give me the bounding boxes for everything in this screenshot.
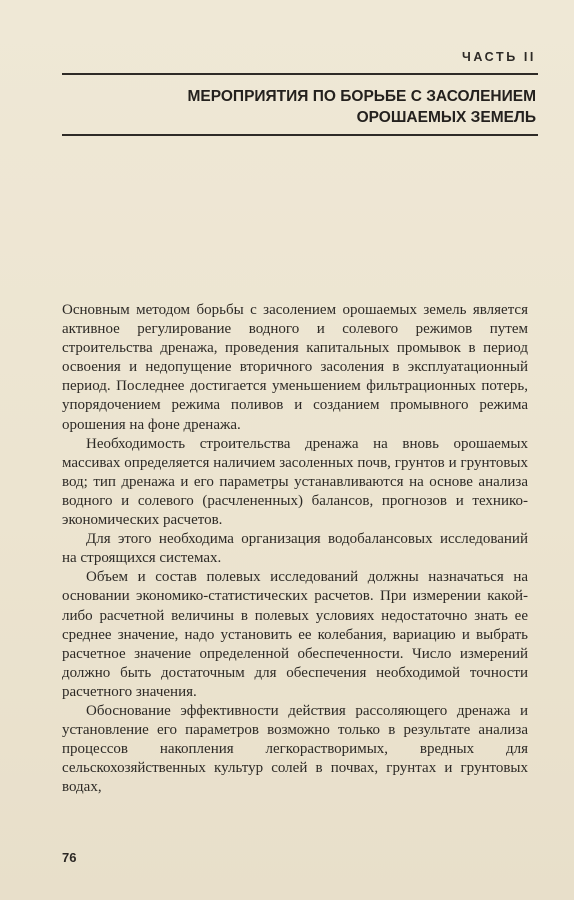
part-label: ЧАСТЬ II (461, 50, 536, 64)
paragraph: Для этого необходима организация водобалансовых исследований на строящихся системах. (62, 531, 528, 567)
body-text (62, 301, 528, 797)
chapter-title-line-1: МЕРОПРИЯТИЯ ПО БОРЬБЕ С ЗАСОЛЕНИЕМ (187, 88, 536, 105)
paragraph: Обоснование эффективности действия рассоляющего дренажа и установление его параметров возможно только в результате анализа процессов накопления легкорастворимых, вредных для сельскохозяйственных культур солей в почвах, грунтах и грунтовых водах, (62, 702, 528, 796)
header-rule-top (62, 73, 538, 75)
page-number: 76 (62, 850, 77, 865)
paragraph: Объем и состав полевых исследований должны назначаться на основании экономико-статистических расчетов. При измерении какой-либо расчетной величины в полевых условиях недостаточно знать ее среднее значение, надо установить ее колебания, вариацию и выбрать расчетное значение определенной обеспеченности. Число измерений должно быть достаточным для обеспечения необходимой точности расчетного значения. (62, 569, 528, 700)
chapter-title (66, 86, 536, 128)
paragraph: Основным методом борьбы с засолением орошаемых земель является активное регулирование водного и солевого режимов путем строительства дренажа, проведения капитальных промывок в период освоения и недопущение вторичного засоления в эксплуатационный период. Последнее достигается уменьшением фильтрационных потерь, упорядочением режима поливов и созданием промывного режима орошения на фоне дренажа. (62, 302, 528, 433)
chapter-title-line-2: ОРОШАЕМЫХ ЗЕМЕЛЬ (356, 109, 536, 126)
paragraph: Необходимость строительства дренажа на вновь орошаемых массивах определяется наличием засоленных почв, грунтов и грунтовых вод; тип дренажа и его параметры устанавливаются на основе анализа водного и солевого (расчлененных) балансов, прогнозов и технико-экономических расчетов. (62, 435, 528, 529)
header-rule-bottom (62, 134, 538, 136)
